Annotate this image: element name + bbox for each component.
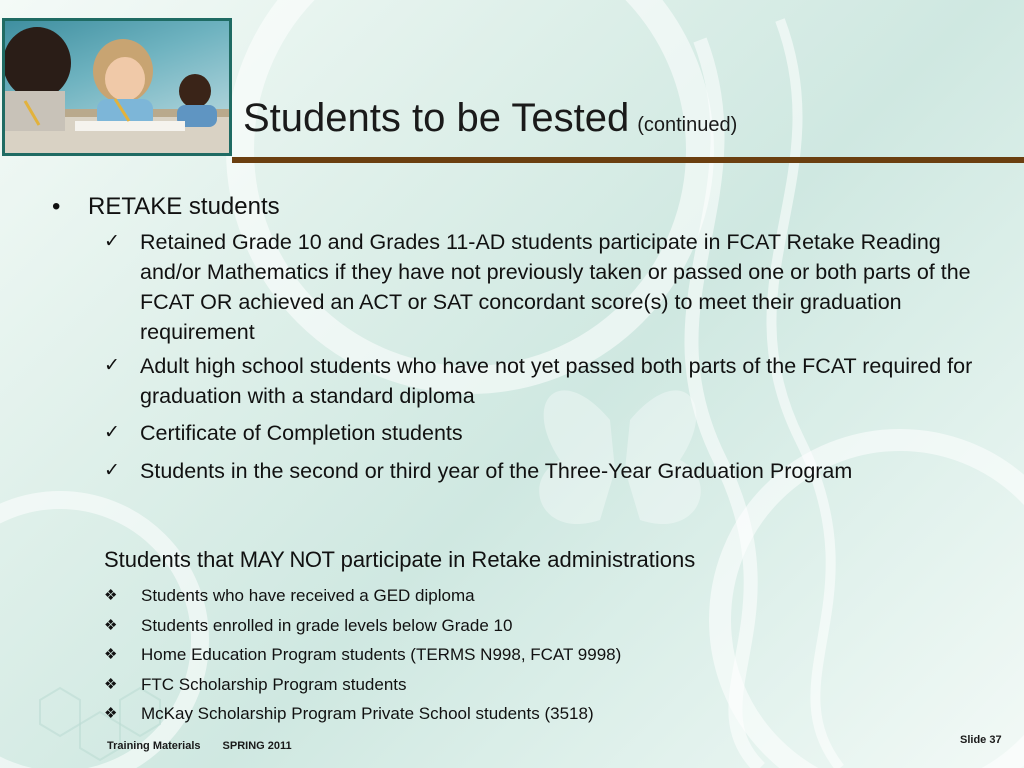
may-not-suffix: participate in Retake administrations bbox=[334, 547, 696, 572]
may-not-prefix: Students that bbox=[104, 547, 240, 572]
list-item bbox=[104, 581, 804, 611]
diamond-bullet-icon: ❖ bbox=[104, 616, 118, 634]
retake-heading-text: RETAKE students bbox=[88, 193, 280, 220]
retake-heading bbox=[52, 193, 280, 221]
slide-number: Slide 37 bbox=[960, 734, 1002, 746]
bullet-icon: • bbox=[52, 193, 61, 220]
list-item bbox=[104, 670, 804, 700]
list-item bbox=[104, 456, 984, 486]
diamond-bullet-icon: ❖ bbox=[104, 675, 118, 693]
footer-term: SPRING 2011 bbox=[222, 740, 292, 752]
list-item bbox=[104, 227, 984, 347]
checkmark-icon: ✓ bbox=[104, 231, 120, 252]
footer-left bbox=[107, 740, 292, 752]
list-item bbox=[104, 418, 984, 448]
list-item-text: Retained Grade 10 and Grades 11-AD students participate in FCAT Retake Reading and/or Mathematics if they have not previously taken or passed one or both parts of the FCAT OR achieved an ACT or SAT concordant score(s) to meet their graduation requirement bbox=[140, 230, 971, 344]
footer-label: Training Materials bbox=[107, 740, 201, 752]
list-item-text: Certificate of Completion students bbox=[140, 421, 463, 445]
checkmark-icon: ✓ bbox=[104, 355, 120, 376]
list-item-text: FTC Scholarship Program students bbox=[141, 674, 407, 694]
list-item-text: Students in the second or third year of the Three-Year Graduation Program bbox=[140, 459, 853, 483]
diamond-bullet-icon: ❖ bbox=[104, 705, 118, 722]
diamond-bullet-icon: ❖ bbox=[104, 587, 118, 604]
list-item bbox=[104, 699, 804, 729]
checkmark-icon: ✓ bbox=[104, 422, 120, 443]
list-item-text: Adult high school students who have not yet passed both parts of the FCAT required for graduation with a standard diploma bbox=[140, 354, 973, 408]
checkmark-icon: ✓ bbox=[104, 460, 120, 481]
diamond-bullet-icon: ❖ bbox=[104, 646, 118, 663]
may-not-list bbox=[104, 581, 804, 729]
list-item bbox=[104, 611, 804, 641]
list-item bbox=[104, 351, 984, 411]
title-text: Students to be Tested bbox=[243, 96, 630, 140]
may-not-heading bbox=[104, 547, 695, 573]
list-item-text: Students enrolled in grade levels below Grade 10 bbox=[141, 615, 513, 635]
may-not-emphasis: MAY NOT bbox=[239, 547, 335, 572]
list-item-text: Home Education Program students (TERMS N998, FCAT 9998) bbox=[141, 645, 622, 664]
retake-list bbox=[104, 227, 984, 486]
list-item-text: McKay Scholarship Program Private School students (3518) bbox=[141, 704, 594, 723]
title-suffix: (continued) bbox=[637, 114, 738, 136]
list-item-text: Students who have received a GED diploma bbox=[141, 586, 475, 605]
list-item bbox=[104, 640, 804, 670]
